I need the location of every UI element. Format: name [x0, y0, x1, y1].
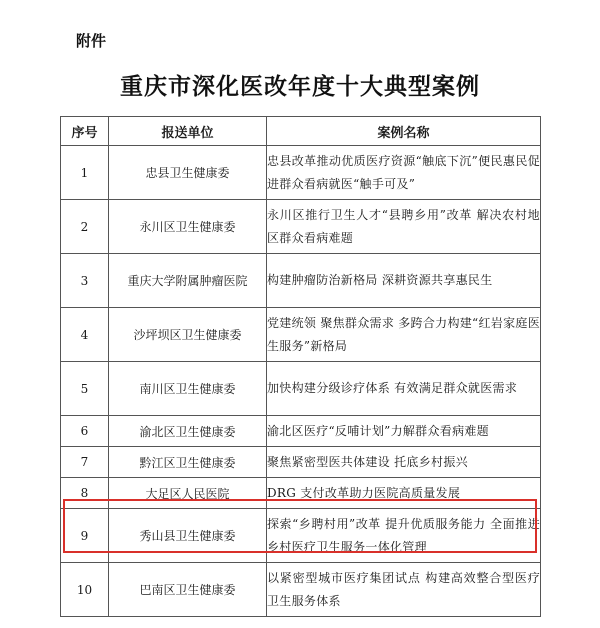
- table-row: [61, 308, 541, 362]
- row-unit: 秀山县卫生健康委: [109, 509, 267, 563]
- row-unit: 沙坪坝区卫生健康委: [109, 308, 267, 362]
- table-row: [61, 362, 541, 416]
- attachment-label: 附件: [76, 32, 107, 50]
- row-unit: 南川区卫生健康委: [109, 362, 267, 416]
- cases-table: [60, 116, 541, 617]
- table-header-row: [61, 117, 541, 146]
- row-case-name: 加快构建分级诊疗体系 有效满足群众就医需求: [267, 362, 541, 416]
- row-num: 2: [61, 200, 109, 254]
- row-num: 9: [61, 509, 109, 563]
- document-title: 重庆市深化医改年度十大典型案例: [120, 73, 480, 100]
- table-row: [61, 509, 541, 563]
- row-case-name: 以紧密型城市医疗集团试点 构建高效整合型医疗卫生服务体系: [267, 563, 541, 617]
- row-unit: 巴南区卫生健康委: [109, 563, 267, 617]
- row-case-name: 聚焦紧密型医共体建设 托底乡村振兴: [267, 447, 541, 478]
- row-num: 8: [61, 478, 109, 509]
- table-row: [61, 146, 541, 200]
- table-row: [61, 478, 541, 509]
- header-unit: 报送单位: [109, 117, 267, 146]
- row-num: 3: [61, 254, 109, 308]
- row-case-name: 探索“乡聘村用”改革 提升优质服务能力 全面推进乡村医疗卫生服务一体化管理: [267, 509, 541, 563]
- row-num: 6: [61, 416, 109, 447]
- row-unit: 大足区人民医院: [109, 478, 267, 509]
- header-num: 序号: [61, 117, 109, 146]
- row-num: 4: [61, 308, 109, 362]
- row-unit: 渝北区卫生健康委: [109, 416, 267, 447]
- row-num: 5: [61, 362, 109, 416]
- table-row: [61, 447, 541, 478]
- row-unit: 重庆大学附属肿瘤医院: [109, 254, 267, 308]
- table-row: [61, 563, 541, 617]
- row-case-name: DRG 支付改革助力医院高质量发展: [267, 478, 541, 509]
- table-row: [61, 416, 541, 447]
- table-row: [61, 200, 541, 254]
- row-case-name: 构建肿瘤防治新格局 深耕资源共享惠民生: [267, 254, 541, 308]
- row-num: 10: [61, 563, 109, 617]
- row-num: 1: [61, 146, 109, 200]
- header-case-name: 案例名称: [267, 117, 541, 146]
- row-case-name: 忠县改革推动优质医疗资源“触底下沉”便民惠民促进群众看病就医“触手可及”: [267, 146, 541, 200]
- row-case-name: 永川区推行卫生人才“县聘乡用”改革 解决农村地区群众看病难题: [267, 200, 541, 254]
- row-case-name: 渝北区医疗“反哺计划”力解群众看病难题: [267, 416, 541, 447]
- row-unit: 忠县卫生健康委: [109, 146, 267, 200]
- row-num: 7: [61, 447, 109, 478]
- row-unit: 永川区卫生健康委: [109, 200, 267, 254]
- row-unit: 黔江区卫生健康委: [109, 447, 267, 478]
- table-row: [61, 254, 541, 308]
- row-case-name: 党建统领 聚焦群众需求 多跨合力构建“红岩家庭医生服务”新格局: [267, 308, 541, 362]
